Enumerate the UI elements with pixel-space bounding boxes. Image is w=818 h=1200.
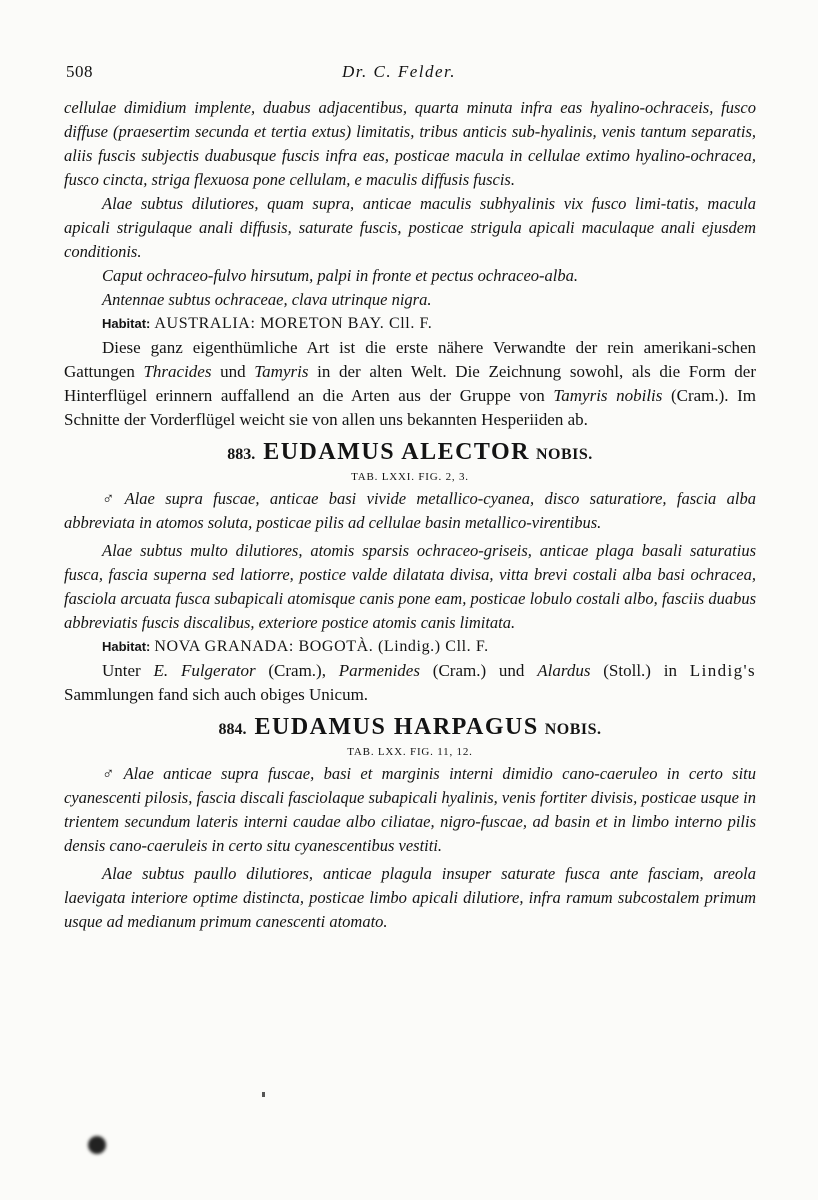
habitat-line-2: [64, 635, 756, 659]
plate-reference: TAB. LXXI. FIG. 2, 3.: [351, 471, 469, 483]
antennae-description: Antennae subtus ochraceae, clava utrinque nigra.: [102, 290, 432, 309]
species-alardus: Alardus: [537, 661, 591, 680]
ink-speck: [262, 1092, 265, 1097]
habitat-label: Habitat:: [102, 316, 151, 331]
upperside-description: ♂ Alae anticae supra fuscae, basi et marginis interni dimidio cano-caeruleo in certo situ cyanescenti pilosis, fascia discali fasciolaque subapicali hyalinis, venis fortiter divisis, posticae usque in trientem secundum lateris interni caudae albo ciliatae, nigro-fuscae, ad basin et in limbo interno pilis densis cano-caeruleis in certo situ cyanescentibus vestiti.: [64, 764, 757, 855]
running-head: Dr. C. Felder.: [342, 62, 457, 81]
species-fulgerator: E. Fulgerator: [153, 661, 256, 680]
habitat-label: Habitat:: [102, 639, 151, 654]
upperside-description: ♂ Alae supra fuscae, anticae basi vivide metallico-cyanea, disco saturatiore, fascia alba abbreviata in atomos soluta, posticae pilis ad cellulae basin metallico-virentibus.: [64, 489, 757, 532]
page-header: [62, 62, 762, 86]
species-author: NOBIS.: [544, 721, 602, 738]
page-body: [64, 96, 756, 934]
species-heading-883: [64, 438, 756, 469]
head-description: Caput ochraceo-fulvo hirsutum, palpi in fronte et pectus ochraceo-alba.: [102, 266, 578, 285]
habitat-place: AUSTRALIA: MORETON BAY. Cll. F.: [154, 315, 433, 332]
species-tamyris-nobilis: Tamyris nobilis: [553, 386, 663, 405]
underside-description: Alae subtus multo dilutiores, atomis sparsis ochraceo-griseis, anticae plaga basali saturatius fusca, fascia superna sed latiorre, postice valde dilatata divisa, vitta brevi costali alba basi ochracea, fasciola arcuata fusca subapicali atomisque canis pone eam, posticae lobulo costali albo, fasciis duabus abbreviatis fuscis discalibus, exteriore postice atomis canis limitata.: [64, 541, 756, 632]
ink-blot: [88, 1136, 106, 1154]
underside-description: Alae subtus paullo dilutiores, anticae plagula insuper saturate fusca ante fasciam, areola laevigata interiore optime distincta, posticae limbo apicali dilutiore, infra ramum subcostalem primum usque ad medianum primum canescenti atomato.: [64, 864, 756, 931]
species-name: EUDAMUS HARPAGUS: [254, 714, 539, 740]
page-number: 508: [66, 62, 93, 81]
species-name: EUDAMUS ALECTOR: [263, 439, 530, 465]
male-symbol: ♂: [102, 489, 121, 508]
underside-description: Alae subtus dilutiores, quam supra, anticae maculis subhyalinis vix fusco limi-tatis, macula apicali strigulaque anali diffusis, saturate fuscis, posticae strigula apicali maculaque anali ejusdem conditionis.: [64, 194, 756, 261]
genus-thracides: Thracides: [143, 362, 212, 381]
species-number: 883.: [227, 446, 256, 463]
german-note: Unter E. Fulgerator (Cram.), Parmenides (Cram.) und Alardus (Stoll.) in Lindig's Sammlungen fand sich auch obiges Unicum.: [64, 661, 756, 704]
habitat-place: NOVA GRANADA: BOGOTÀ. (Lindig.) Cll. F.: [154, 638, 489, 655]
habitat-line-1: [64, 312, 756, 336]
species-author: NOBIS.: [535, 446, 593, 463]
plate-reference: TAB. LXX. FIG. 11, 12.: [347, 746, 473, 758]
german-commentary: Diese ganz eigenthümliche Art ist die erste nähere Verwandte der rein amerikani-schen Gattungen Thracides und Tamyris in der alten Welt. Die Zeichnung sowohl, als die Form der Hinterflügel erinnern auffallend an die Arten aus der Gruppe von Tamyris nobilis (Cram.). Im Schnitte der Vorderflügel weicht sie von allen uns bekannten Hesperiiden ab.: [64, 338, 757, 429]
species-heading-884: [64, 713, 756, 744]
species-number: 884.: [218, 721, 247, 738]
genus-tamyris: Tamyris: [254, 362, 309, 381]
collector-name: Lindig's: [689, 661, 756, 680]
description-continuation: cellulae dimidium implente, duabus adjacentibus, quarta minuta infra eas hyalino-ochraceis, fusco diffuse (praesertim secunda et tertia extus) limitatis, tribus anticis sub-hyalinis, venis tantum separatis, aliis fuscis subjectis duabusque fuscis infra eas, posticae macula in cellulae extimo hyalino-ochracea, fusco cincta, striga flexuosa pone cellulam, e maculis diffusis fuscis.: [64, 98, 756, 189]
male-symbol: ♂: [102, 764, 120, 783]
species-parmenides: Parmenides: [338, 661, 420, 680]
